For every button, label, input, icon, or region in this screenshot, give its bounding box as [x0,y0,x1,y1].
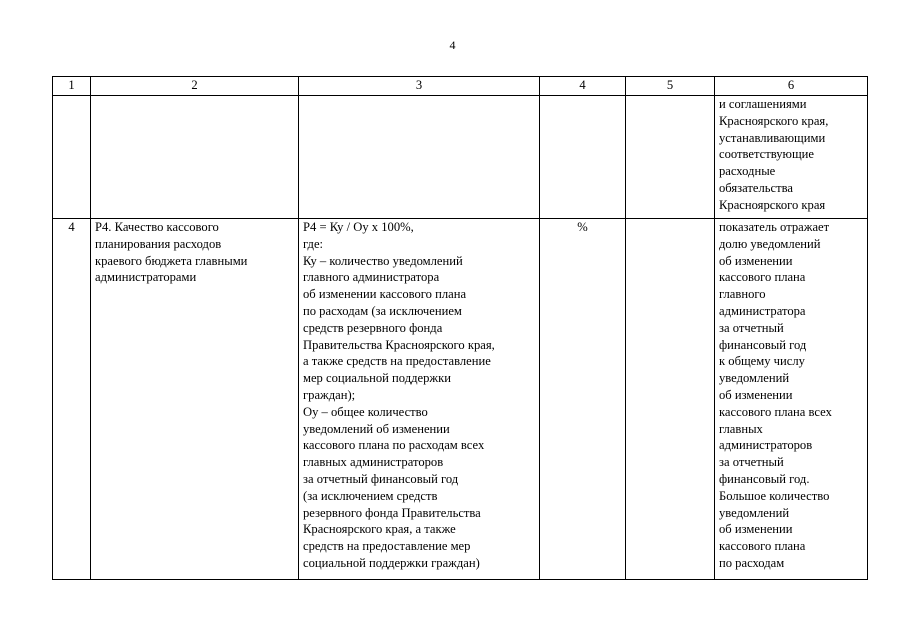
indicator-name-cell [91,219,299,580]
table-row-4 [53,219,868,580]
table-header-row [53,77,868,96]
continued-cell-6 [715,96,868,219]
column-header-5: 5 [626,77,715,96]
column-header-2: 2 [91,77,299,96]
column-header-4: 4 [540,77,626,96]
row-number-cell [53,219,91,580]
continued-cell-3 [299,96,540,219]
indicator-formula: Р4 = Ку / Оу x 100%, где: Ку – количество уведомлений главного администратора об изменении кассового плана по расходам (за исключением средств резервного фонда Правительства Красноярского края, а также средств на предоставление мер социальной поддержки граждан); Оу – общее количество уведомлений об изменении кассового плана по расходам всех главных администраторов за отчетный финансовый год (за исключением средств резервного фонда Правительства Красноярского края, а также средств на предоставление мер социальной поддержки граждан) [303,220,495,570]
table-row-continued [53,96,868,219]
column-header-6: 6 [715,77,868,96]
indicator-unit: % [577,220,588,234]
column-header-3: 3 [299,77,540,96]
continued-cell-4 [540,96,626,219]
continued-description: и соглашениями Красноярского края, устанавливающими соответствующие расходные обязательства Красноярского края [719,97,829,212]
formula-cell [299,219,540,580]
description-cell [715,219,868,580]
column-header-1: 1 [53,77,91,96]
continued-cell-5 [626,96,715,219]
continued-cell-2 [91,96,299,219]
indicator-table [52,76,868,580]
continued-cell-1 [53,96,91,219]
column-5-cell [626,219,715,580]
row-number: 4 [68,220,75,234]
indicator-name: Р4. Качество кассового планирования расходов краевого бюджета главными администраторами [95,220,248,285]
page-number: 4 [449,38,456,52]
unit-cell [540,219,626,580]
indicator-description: показатель отражает долю уведомлений об изменении кассового плана главного администратора за отчетный финансовый год к общему числу уведомлений об изменении кассового плана всех главных администраторов за отчетный финансовый год. Большое количество уведомлений об изменении кассового плана по расходам [719,220,832,570]
